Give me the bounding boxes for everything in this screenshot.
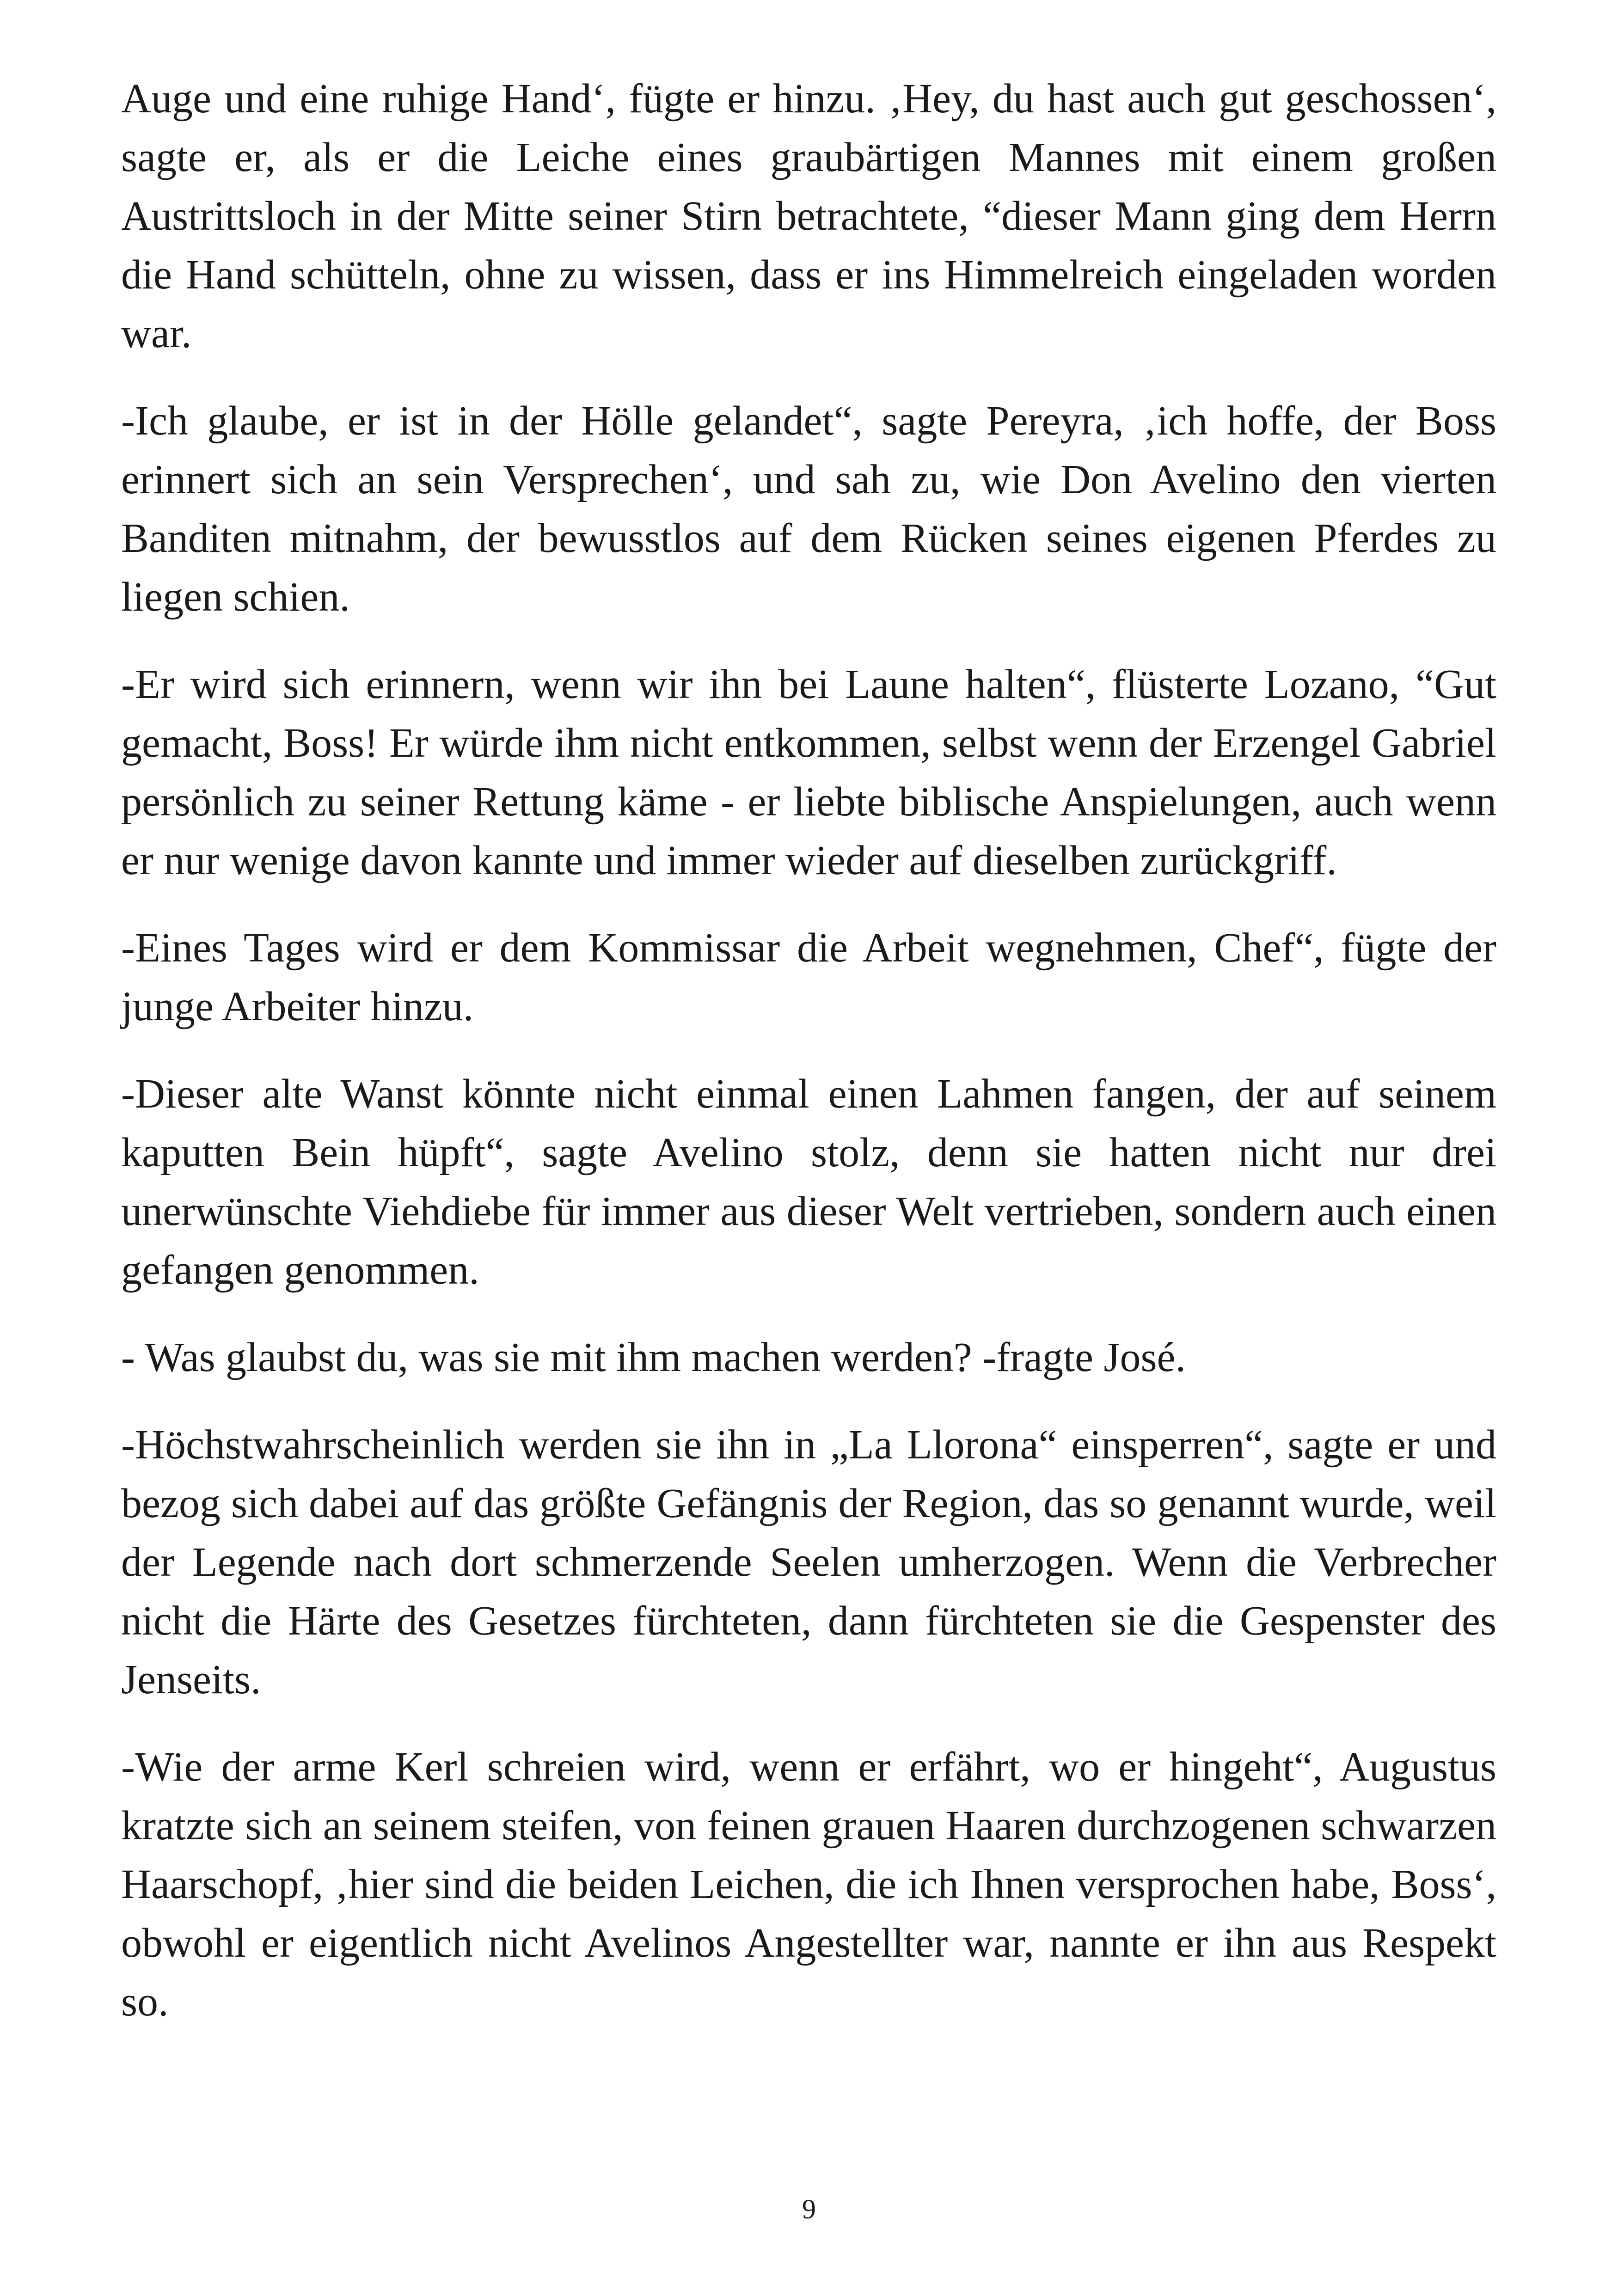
paragraph: - Was glaubst du, was sie mit ihm machen werden? -fragte José. [121,1335,1186,1380]
paragraph: -Höchstwahrscheinlich werden sie ihn in „La Llorona“ einsperren“, sagte er und bezog sich dabei auf das größte Gefängnis der Region, das so genannt wurde, weil der Legende nach dort schmerzende Seelen umherzogen. Wenn die Verbrecher nicht die Härte des Gesetzes fürchteten, dann fürchteten sie die Gespenster des Jenseits. [121,1422,1496,1702]
paragraph: -Ich glaube, er ist in der Hölle gelandet“, sagte Pereyra, ‚ich hoffe, der Boss erinnert sich an sein Versprechen‘, und sah zu, wie Don Avelino den vierten Banditen mitnahm, der bewusstlos auf dem Rücken seines eigenen Pferdes zu liegen schien. [121,398,1496,620]
page-body [121,69,1496,2060]
page-number: 9 [802,2194,816,2224]
paragraph: -Wie der arme Kerl schreien wird, wenn er erfährt, wo er hingeht“, Augustus kratzte sich an seinem steifen, von feinen grauen Haaren durchzogenen schwarzen Haarschopf, ‚hier sind die beiden Leichen, die ich Ihnen versprochen habe, Boss‘, obwohl er eigentlich nicht Avelinos Angestellter war, nannte er ihn aus Respekt so. [121,1744,1496,2025]
paragraph: -Eines Tages wird er dem Kommissar die Arbeit wegnehmen, Chef“, fügte der junge Arbeiter hinzu. [121,925,1496,1029]
paragraph: -Dieser alte Wanst könnte nicht einmal einen Lahmen fangen, der auf seinem kaputten Bein hüpft“, sagte Avelino stolz, denn sie hatten nicht nur drei unerwünschte Viehdiebe für immer aus dieser Welt vertrieben, sondern auch einen gefangen genommen. [121,1071,1496,1293]
paragraph: Auge und eine ruhige Hand‘, fügte er hinzu. ‚Hey, du hast auch gut geschossen‘, sagte er, als er die Leiche eines graubärtigen Mannes mit einem großen Austrittsloch in der Mitte seiner Stirn betrachtete, “dieser Mann ging dem Herrn die Hand schütteln, ohne zu wissen, dass er ins Himmelreich eingeladen worden war. [121,76,1496,356]
paragraph: -Er wird sich erinnern, wenn wir ihn bei Laune halten“, flüsterte Lozano, “Gut gemacht, Boss! Er würde ihm nicht entkommen, selbst wenn der Erzengel Gabriel persönlich zu seiner Rettung käme - er liebte biblische Anspielungen, auch wenn er nur wenige davon kannte und immer wieder auf dieselben zurückgriff. [121,661,1496,883]
